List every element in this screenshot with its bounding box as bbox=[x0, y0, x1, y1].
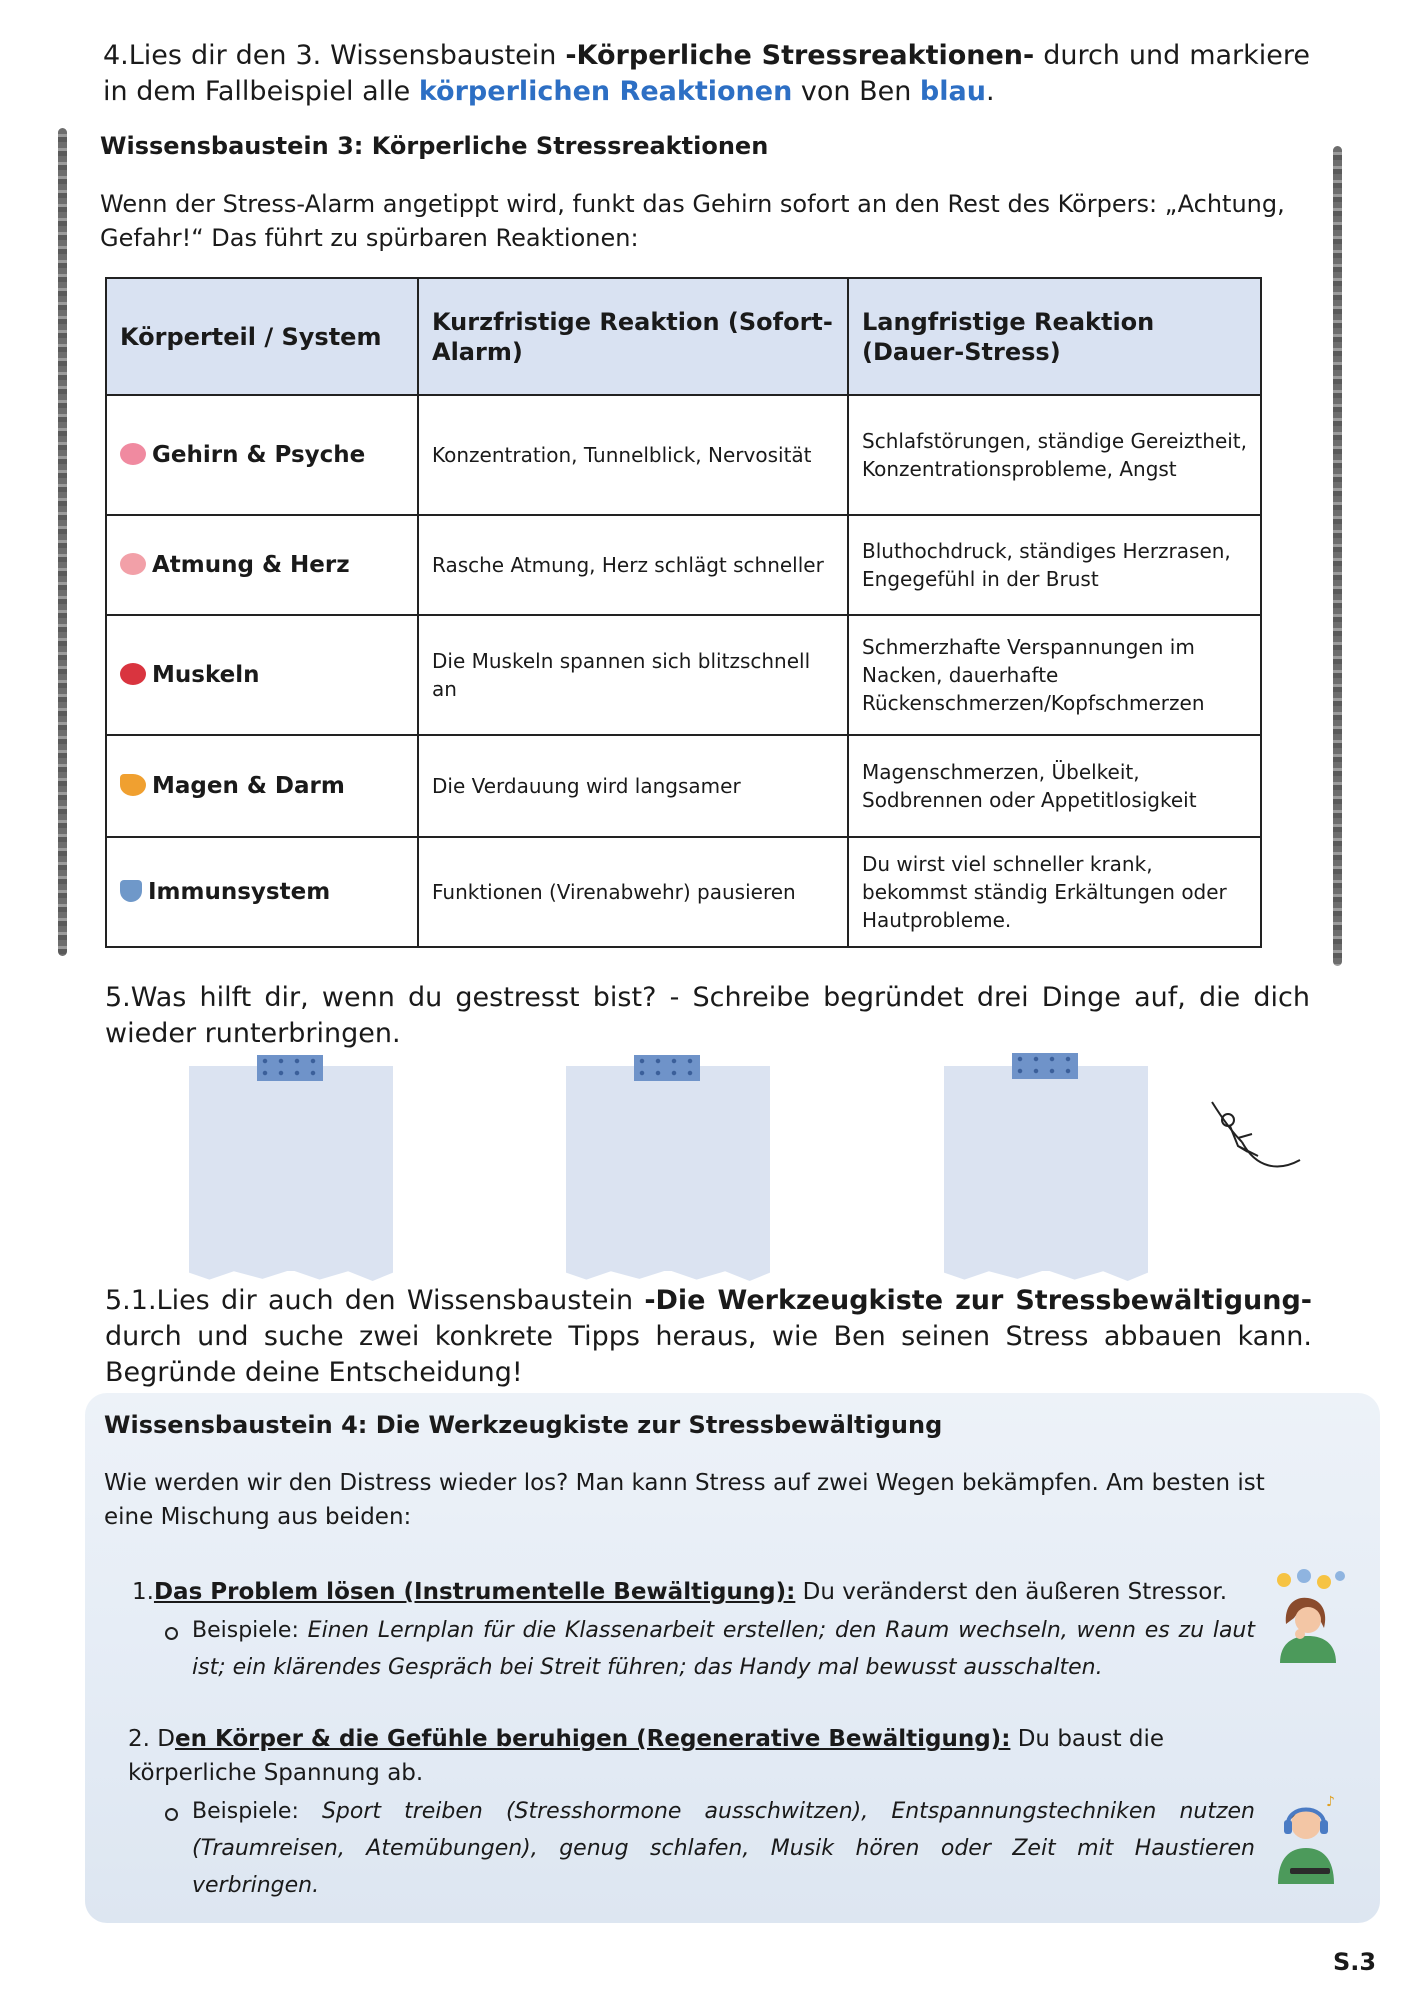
table-cell: Magenschmerzen, Übelkeit, Sodbrennen oder Appetitlosigkeit bbox=[848, 735, 1261, 837]
tape-icon bbox=[257, 1055, 323, 1081]
table-cell: Schlafstörungen, ständige Gereiztheit, Konzentrationsprobleme, Angst bbox=[848, 395, 1261, 515]
table-cell: Atmung & Herz bbox=[152, 552, 350, 578]
table-cell: Schmerzhafte Verspannungen im Nacken, dauerhafte Rückenschmerzen/Kopfschmerzen bbox=[848, 615, 1261, 735]
table-header: Kurzfristige Reaktion (Sofort-Alarm) bbox=[418, 278, 848, 395]
table-cell: Die Verdauung wird langsamer bbox=[418, 735, 848, 837]
hammock-figure-icon bbox=[1208, 1098, 1304, 1178]
kb4-item-2: 2. Den Körper & die Gefühle beruhigen (Regenerative Bewältigung): Du baust die körperliche Spannung ab. bbox=[128, 1726, 1165, 1786]
thinking-person-icon bbox=[1270, 1568, 1350, 1663]
highlight-phrase: körperlichen Reaktionen bbox=[418, 76, 793, 107]
sticky-note-2[interactable] bbox=[566, 1066, 770, 1271]
table-cell: Gehirn & Psyche bbox=[152, 442, 366, 468]
meat-icon bbox=[120, 663, 146, 685]
table-cell: Konzentration, Tunnelblick, Nervosität bbox=[418, 395, 848, 515]
kb3-title: Wissensbaustein 3: Körperliche Stressreaktionen bbox=[100, 132, 769, 160]
bullet-icon bbox=[165, 1627, 178, 1640]
music-person-icon bbox=[1270, 1792, 1350, 1884]
table-row bbox=[106, 735, 1261, 837]
bullet-icon bbox=[165, 1808, 178, 1821]
task-4: 4.Lies dir den 3. Wissensbaustein -Körperliche Stressreaktionen- durch und markiere in dem Fallbeispiel alle körperlichen Reaktionen von Ben blau. bbox=[103, 40, 1311, 107]
table-row bbox=[106, 395, 1261, 515]
pizza-icon bbox=[120, 774, 146, 796]
tape-icon bbox=[634, 1055, 700, 1081]
pencil-border-left bbox=[58, 128, 67, 956]
table-cell: Muskeln bbox=[152, 662, 260, 688]
table-cell: Bluthochdruck, ständiges Herzrasen, Engegefühl in der Brust bbox=[848, 515, 1261, 615]
svg-text:♪: ♪ bbox=[1326, 1794, 1335, 1810]
sticky-note-1[interactable] bbox=[189, 1066, 393, 1271]
pencil-border-right bbox=[1333, 146, 1342, 966]
highlight-color-word: blau bbox=[919, 76, 986, 107]
kb4-title: Wissensbaustein 4: Die Werkzeugkiste zur Stressbewältigung bbox=[104, 1411, 943, 1439]
table-cell: Rasche Atmung, Herz schlägt schneller bbox=[418, 515, 848, 615]
table-cell: Du wirst viel schneller krank, bekommst ständig Erkältungen oder Hautprobleme. bbox=[848, 837, 1261, 947]
table-header-row bbox=[106, 278, 1261, 395]
table-row bbox=[106, 615, 1261, 735]
brain-icon bbox=[120, 443, 146, 465]
table-cell: Funktionen (Virenabwehr) pausieren bbox=[418, 837, 848, 947]
page-number: S.3 bbox=[1333, 1948, 1377, 1976]
table-row bbox=[106, 837, 1261, 947]
table-header: Langfristige Reaktion (Dauer-Stress) bbox=[848, 278, 1261, 395]
table-cell: Magen & Darm bbox=[152, 773, 345, 799]
table-cell: Immunsystem bbox=[148, 879, 331, 905]
table-header: Körperteil / System bbox=[106, 278, 418, 395]
task-5: 5.Was hilft dir, wenn du gestresst bist? - Schreibe begründet drei Dinge auf, die dich wieder runterbringen. bbox=[105, 982, 1310, 1049]
kb4-item-2-examples: Beispiele: Sport treiben (Stresshormone ausschwitzen), Entspannungstechniken nutzen (Traumreisen, Atemübungen), genug schlafen, Musik hören oder Zeit mit Haustieren verbringen. bbox=[192, 1799, 1255, 1898]
kb4-item-1: 1.Das Problem lösen (Instrumentelle Bewältigung): Du veränderst den äußeren Stressor. bbox=[132, 1579, 1228, 1605]
shield-icon bbox=[120, 880, 142, 902]
kb4-intro: Wie werden wir den Distress wieder los? Man kann Stress auf zwei Wegen bekämpfen. Am besten ist eine Mischung aus beiden: bbox=[104, 1470, 1265, 1530]
kb4-item-1-examples: Beispiele: Einen Lernplan für die Klassenarbeit erstellen; den Raum wechseln, wenn es zu laut ist; ein klärendes Gespräch bei Streit führen; das Handy mal bewusst ausschalten. bbox=[192, 1618, 1255, 1680]
kb3-intro: Wenn der Stress-Alarm angetippt wird, funkt das Gehirn sofort an den Rest des Körpers: „Achtung, Gefahr!“ Das führt zu spürbaren Reaktionen: bbox=[100, 190, 1285, 252]
stress-reactions-table bbox=[105, 277, 1262, 948]
task-5-1: 5.1.Lies dir auch den Wissensbaustein -Die Werkzeugkiste zur Stressbewältigung- durch und suche zwei konkrete Tipps heraus, wie Ben seinen Stress abbauen kann. Begründe deine Entscheidung! bbox=[105, 1285, 1313, 1388]
table-row bbox=[106, 515, 1261, 615]
tape-icon bbox=[1012, 1053, 1078, 1079]
table-cell: Die Muskeln spannen sich blitzschnell an bbox=[418, 615, 848, 735]
sticky-note-3[interactable] bbox=[944, 1066, 1148, 1271]
lungs-icon bbox=[120, 553, 146, 575]
